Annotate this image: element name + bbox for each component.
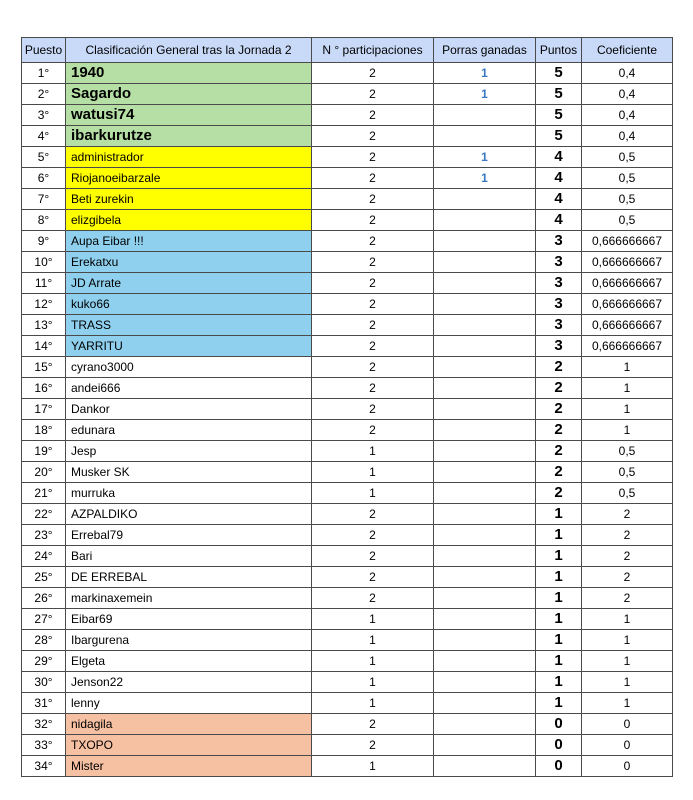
cell-name: Beti zurekin [66,189,312,210]
table-row [22,609,673,630]
cell-position: 7° [22,189,66,210]
standings-table [21,37,673,777]
table-row [22,147,673,168]
cell-coefficient: 0,666666667 [582,336,673,357]
cell-name: TXOPO [66,735,312,756]
header-participations: N ° participaciones [312,38,434,63]
cell-points: 1 [536,588,582,609]
cell-participations: 1 [312,609,434,630]
cell-participations: 2 [312,315,434,336]
table-row [22,546,673,567]
cell-points: 1 [536,630,582,651]
table-row [22,693,673,714]
cell-points: 0 [536,756,582,777]
table-row [22,567,673,588]
cell-wins: 1 [434,147,536,168]
cell-position: 13° [22,315,66,336]
cell-wins [434,420,536,441]
cell-participations: 2 [312,294,434,315]
cell-name: Riojanoeibarzale [66,168,312,189]
cell-points: 3 [536,231,582,252]
cell-wins [434,399,536,420]
cell-position: 1° [22,63,66,84]
cell-wins [434,756,536,777]
cell-participations: 2 [312,210,434,231]
cell-wins [434,504,536,525]
cell-points: 3 [536,315,582,336]
cell-participations: 2 [312,420,434,441]
cell-wins [434,294,536,315]
cell-participations: 1 [312,462,434,483]
cell-participations: 2 [312,252,434,273]
cell-participations: 2 [312,231,434,252]
cell-points: 2 [536,483,582,504]
cell-participations: 2 [312,105,434,126]
cell-name: YARRITU [66,336,312,357]
header-wins: Porras ganadas [434,38,536,63]
header-coefficient: Coeficiente [582,38,673,63]
cell-points: 4 [536,147,582,168]
cell-position: 28° [22,630,66,651]
cell-position: 24° [22,546,66,567]
cell-name: andei666 [66,378,312,399]
table-row [22,588,673,609]
cell-position: 27° [22,609,66,630]
cell-name: Jenson22 [66,672,312,693]
cell-participations: 2 [312,567,434,588]
table-row [22,273,673,294]
cell-name: cyrano3000 [66,357,312,378]
cell-name: Aupa Eibar !!! [66,231,312,252]
cell-coefficient: 1 [582,651,673,672]
cell-position: 11° [22,273,66,294]
cell-wins: 1 [434,63,536,84]
cell-points: 1 [536,546,582,567]
table-row [22,483,673,504]
cell-coefficient: 0 [582,756,673,777]
cell-position: 30° [22,672,66,693]
cell-participations: 2 [312,273,434,294]
cell-participations: 2 [312,63,434,84]
cell-coefficient: 0,5 [582,441,673,462]
header-name: Clasificación General tras la Jornada 2 [66,38,312,63]
cell-points: 0 [536,714,582,735]
table-body [22,63,673,777]
cell-position: 5° [22,147,66,168]
table-row [22,126,673,147]
cell-name: Jesp [66,441,312,462]
cell-coefficient: 0,4 [582,63,673,84]
cell-wins [434,126,536,147]
cell-coefficient: 1 [582,399,673,420]
cell-name: edunara [66,420,312,441]
cell-participations: 2 [312,126,434,147]
cell-name: Bari [66,546,312,567]
cell-participations: 2 [312,504,434,525]
table-row [22,735,673,756]
cell-coefficient: 0,5 [582,462,673,483]
cell-position: 31° [22,693,66,714]
cell-name: Dankor [66,399,312,420]
cell-points: 1 [536,504,582,525]
cell-name: 1940 [66,63,312,84]
cell-name: Elgeta [66,651,312,672]
cell-participations: 2 [312,399,434,420]
cell-wins [434,672,536,693]
header-points: Puntos [536,38,582,63]
table-row [22,357,673,378]
cell-wins [434,273,536,294]
cell-position: 17° [22,399,66,420]
cell-participations: 1 [312,651,434,672]
cell-name: murruka [66,483,312,504]
cell-position: 8° [22,210,66,231]
cell-coefficient: 0,5 [582,147,673,168]
cell-participations: 2 [312,357,434,378]
cell-position: 14° [22,336,66,357]
cell-position: 25° [22,567,66,588]
cell-name: lenny [66,693,312,714]
cell-participations: 2 [312,525,434,546]
table-row [22,672,673,693]
table-row [22,504,673,525]
cell-participations: 2 [312,147,434,168]
cell-name: Erekatxu [66,252,312,273]
cell-coefficient: 1 [582,630,673,651]
cell-coefficient: 0 [582,735,673,756]
cell-points: 3 [536,273,582,294]
cell-wins [434,210,536,231]
cell-points: 1 [536,567,582,588]
table-row [22,294,673,315]
cell-name: Errebal79 [66,525,312,546]
cell-position: 22° [22,504,66,525]
cell-points: 5 [536,105,582,126]
cell-name: watusi74 [66,105,312,126]
cell-wins [434,462,536,483]
cell-position: 4° [22,126,66,147]
cell-wins [434,609,536,630]
cell-position: 10° [22,252,66,273]
cell-points: 1 [536,693,582,714]
cell-wins [434,525,536,546]
cell-position: 15° [22,357,66,378]
cell-coefficient: 0,4 [582,84,673,105]
cell-wins [434,441,536,462]
cell-points: 5 [536,126,582,147]
cell-position: 12° [22,294,66,315]
table-row [22,399,673,420]
cell-position: 34° [22,756,66,777]
cell-points: 5 [536,63,582,84]
cell-points: 3 [536,252,582,273]
cell-participations: 2 [312,378,434,399]
cell-coefficient: 2 [582,504,673,525]
cell-points: 1 [536,651,582,672]
cell-wins [434,735,536,756]
cell-coefficient: 1 [582,609,673,630]
table-header [22,38,673,63]
cell-coefficient: 1 [582,378,673,399]
cell-position: 9° [22,231,66,252]
cell-wins [434,546,536,567]
cell-wins [434,378,536,399]
cell-points: 4 [536,210,582,231]
cell-position: 21° [22,483,66,504]
cell-participations: 2 [312,84,434,105]
table-row [22,462,673,483]
cell-coefficient: 0,5 [582,168,673,189]
cell-wins [434,231,536,252]
cell-points: 2 [536,420,582,441]
table-row [22,252,673,273]
cell-points: 4 [536,189,582,210]
cell-points: 4 [536,168,582,189]
cell-coefficient: 1 [582,672,673,693]
cell-coefficient: 0,666666667 [582,294,673,315]
cell-participations: 2 [312,546,434,567]
cell-points: 2 [536,378,582,399]
cell-name: TRASS [66,315,312,336]
cell-points: 3 [536,336,582,357]
cell-coefficient: 0 [582,714,673,735]
cell-name: ibarkurutze [66,126,312,147]
cell-name: JD Arrate [66,273,312,294]
cell-participations: 2 [312,714,434,735]
cell-coefficient: 0,5 [582,483,673,504]
cell-name: markinaxemein [66,588,312,609]
cell-points: 3 [536,294,582,315]
table-row [22,189,673,210]
cell-name: Musker SK [66,462,312,483]
cell-wins [434,315,536,336]
cell-position: 6° [22,168,66,189]
cell-coefficient: 0,666666667 [582,231,673,252]
cell-participations: 1 [312,693,434,714]
cell-participations: 2 [312,735,434,756]
cell-position: 16° [22,378,66,399]
cell-points: 2 [536,462,582,483]
table-row [22,756,673,777]
cell-position: 33° [22,735,66,756]
table-row [22,525,673,546]
cell-name: nidagila [66,714,312,735]
table-row [22,336,673,357]
cell-points: 2 [536,399,582,420]
cell-coefficient: 2 [582,567,673,588]
cell-wins [434,630,536,651]
cell-wins [434,693,536,714]
table-row [22,315,673,336]
cell-participations: 1 [312,441,434,462]
cell-points: 0 [536,735,582,756]
cell-coefficient: 1 [582,357,673,378]
table-row [22,168,673,189]
cell-points: 2 [536,357,582,378]
cell-wins [434,336,536,357]
cell-coefficient: 1 [582,693,673,714]
cell-points: 1 [536,672,582,693]
cell-name: kuko66 [66,294,312,315]
cell-points: 2 [536,441,582,462]
cell-wins [434,483,536,504]
table-row [22,714,673,735]
table-row [22,105,673,126]
cell-wins: 1 [434,84,536,105]
cell-participations: 2 [312,588,434,609]
cell-name: DE ERREBAL [66,567,312,588]
cell-wins [434,189,536,210]
cell-participations: 1 [312,672,434,693]
cell-wins [434,357,536,378]
cell-participations: 2 [312,336,434,357]
cell-points: 5 [536,84,582,105]
cell-coefficient: 0,4 [582,126,673,147]
table-row [22,84,673,105]
table-row [22,378,673,399]
cell-position: 29° [22,651,66,672]
cell-wins [434,567,536,588]
cell-coefficient: 0,5 [582,210,673,231]
cell-coefficient: 0,666666667 [582,252,673,273]
cell-participations: 2 [312,189,434,210]
header-position: Puesto [22,38,66,63]
table-row [22,231,673,252]
cell-name: Eibar69 [66,609,312,630]
cell-coefficient: 0,666666667 [582,273,673,294]
table-row [22,210,673,231]
cell-participations: 2 [312,168,434,189]
cell-position: 23° [22,525,66,546]
cell-points: 1 [536,525,582,546]
cell-position: 3° [22,105,66,126]
cell-wins: 1 [434,168,536,189]
cell-wins [434,588,536,609]
cell-coefficient: 0,5 [582,189,673,210]
cell-points: 1 [536,609,582,630]
header-row [22,38,673,63]
cell-position: 20° [22,462,66,483]
table-row [22,420,673,441]
cell-coefficient: 2 [582,546,673,567]
cell-name: Mister [66,756,312,777]
cell-position: 18° [22,420,66,441]
table-row [22,651,673,672]
cell-position: 19° [22,441,66,462]
cell-coefficient: 2 [582,588,673,609]
table-row [22,63,673,84]
cell-coefficient: 0,666666667 [582,315,673,336]
cell-wins [434,105,536,126]
cell-coefficient: 2 [582,525,673,546]
cell-coefficient: 0,4 [582,105,673,126]
cell-wins [434,252,536,273]
cell-name: elizgibela [66,210,312,231]
cell-name: AZPALDIKO [66,504,312,525]
cell-coefficient: 1 [582,420,673,441]
cell-participations: 1 [312,630,434,651]
cell-name: Ibargurena [66,630,312,651]
table-row [22,441,673,462]
cell-position: 2° [22,84,66,105]
cell-wins [434,714,536,735]
cell-participations: 1 [312,483,434,504]
cell-wins [434,651,536,672]
cell-name: administrador [66,147,312,168]
cell-participations: 1 [312,756,434,777]
cell-name: Sagardo [66,84,312,105]
cell-position: 32° [22,714,66,735]
cell-position: 26° [22,588,66,609]
table-row [22,630,673,651]
